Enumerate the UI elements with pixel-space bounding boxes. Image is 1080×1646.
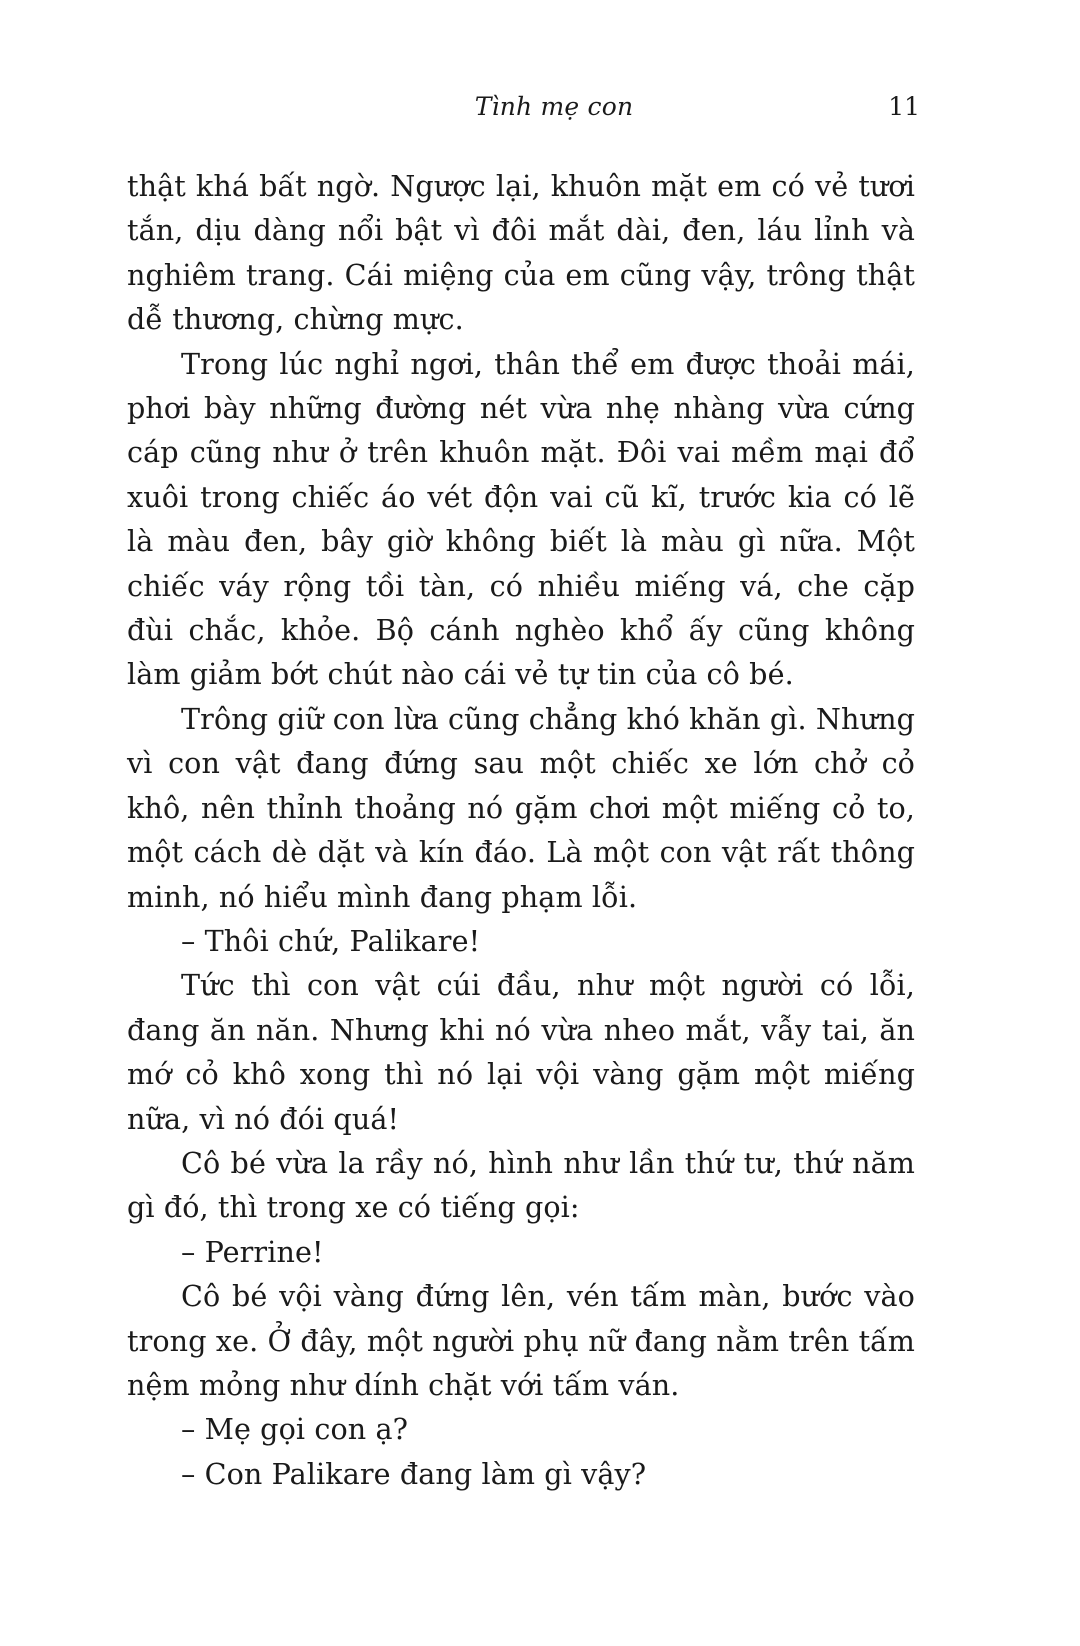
paragraph-4: Tức thì con vật cúi đầu, như một người có lỗi, đang ăn năn. Nhưng khi nó vừa nheo mắt, vẫy tai, ăn mớ cỏ khô xong thì nó lại vội vàng gặm một miếng nữa, vì nó đói quá! [127, 968, 915, 1136]
body-text [127, 164, 915, 1496]
running-header [0, 92, 1080, 132]
paragraph-2: Trong lúc nghỉ ngơi, thân thể em được thoải mái, phơi bày những đường nét vừa nhẹ nhàng vừa cứng cáp cũng như ở trên khuôn mặt. Đôi vai mềm mại đổ xuôi trong chiếc áo vét độn vai cũ kĩ, trước kia có lẽ là màu đen, bây giờ không biết là màu gì nữa. Một chiếc váy rộng tồi tàn, có nhiều miếng vá, che cặp đùi chắc, khỏe. Bộ cánh nghèo khổ ấy cũng không làm giảm bớt chút nào cái vẻ tự tin của cô bé. [127, 346, 915, 692]
page-number: 11 [888, 92, 920, 121]
dialogue-line-3: – Mẹ gọi con ạ? [181, 1412, 409, 1447]
dialogue-line-2: – Perrine! [181, 1234, 324, 1269]
paragraph-3: Trông giữ con lừa cũng chẳng khó khăn gì. Nhưng vì con vật đang đứng sau một chiếc xe lớn chở cỏ khô, nên thỉnh thoảng nó gặm chơi một miếng cỏ to, một cách dè dặt và kín đáo. Là một con vật rất thông minh, nó hiểu mình đang phạm lỗi. [127, 701, 915, 914]
dialogue-line-1: – Thôi chứ, Palikare! [181, 923, 481, 958]
paragraph-1: thật khá bất ngờ. Ngược lại, khuôn mặt em có vẻ tươi tắn, dịu dàng nổi bật vì đôi mắt dài, đen, láu lỉnh và nghiêm trang. Cái miệng của em cũng vậy, trông thật dễ thương, chừng mực. [127, 169, 915, 337]
dialogue-line-4: – Con Palikare đang làm gì vậy? [181, 1456, 647, 1491]
running-title: Tình mẹ con [474, 92, 634, 121]
paragraph-6: Cô bé vội vàng đứng lên, vén tấm màn, bước vào trong xe. Ở đây, một người phụ nữ đang nằm trên tấm nệm mỏng như dính chặt với tấm ván. [127, 1279, 915, 1402]
paragraph-5: Cô bé vừa la rầy nó, hình như lần thứ tư, thứ năm gì đó, thì trong xe có tiếng gọi: [127, 1145, 915, 1225]
